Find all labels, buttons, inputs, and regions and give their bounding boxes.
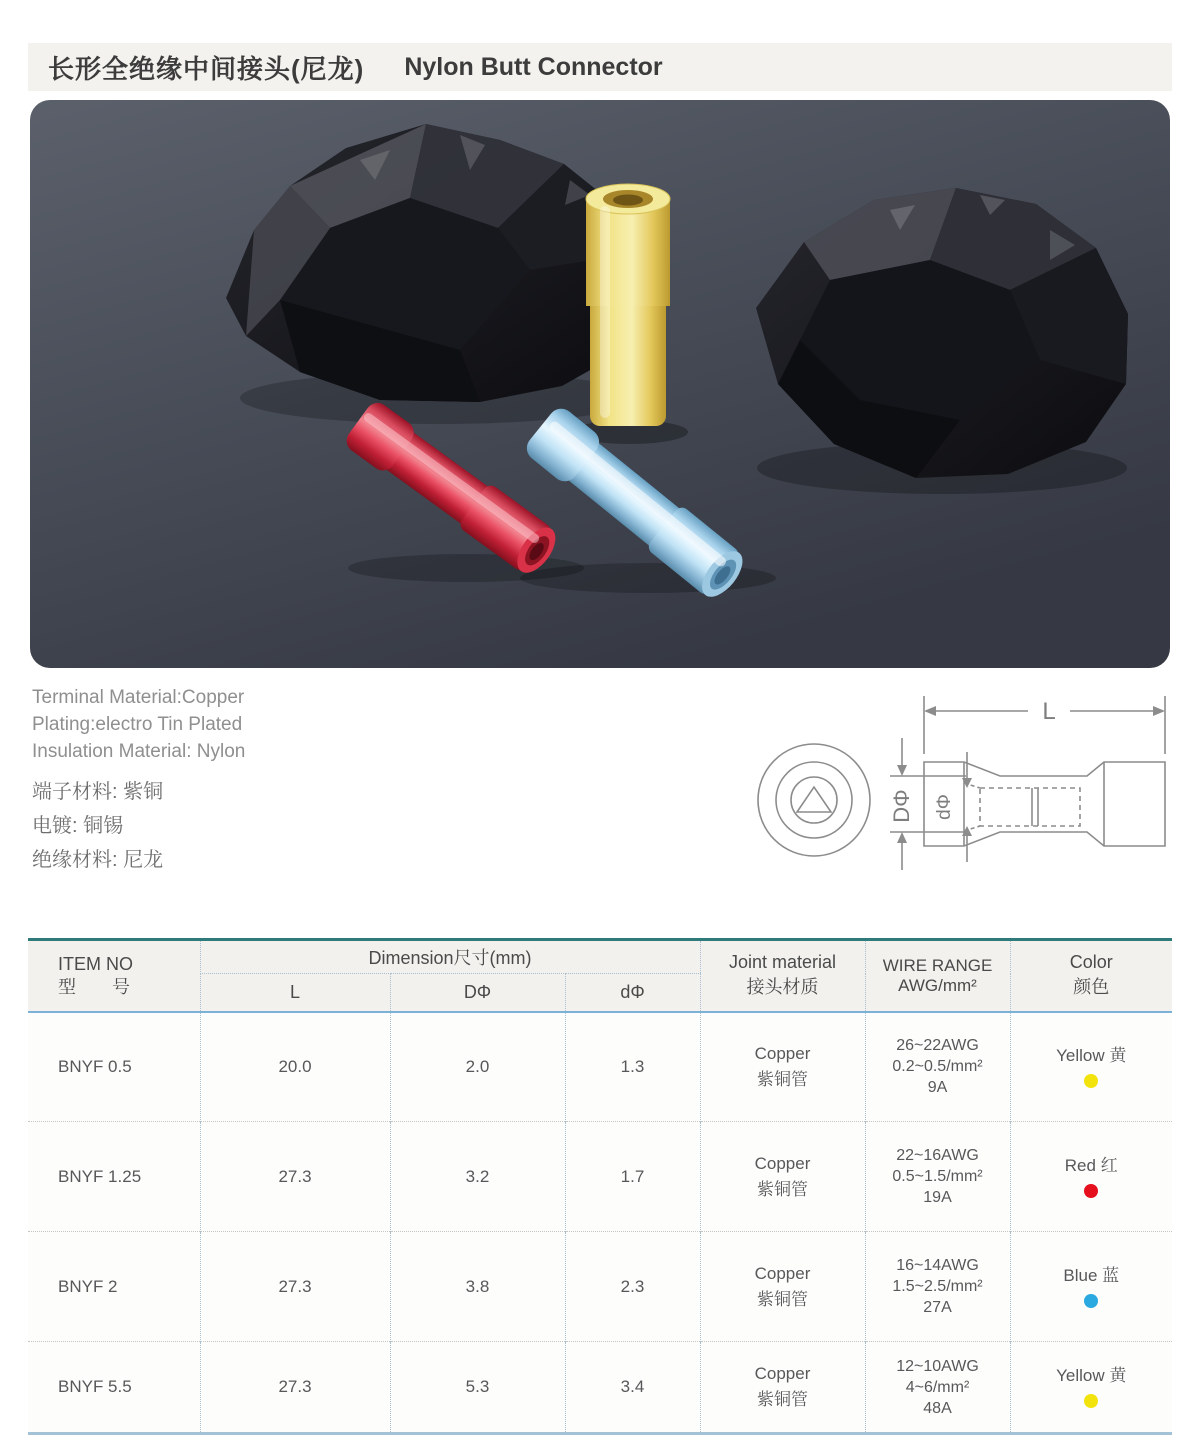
color-dot <box>1084 1294 1098 1308</box>
material-plating-en: Plating:electro Tin Plated <box>32 714 243 735</box>
wire-range-mm2: 1.5~2.5/mm² <box>892 1278 983 1295</box>
col-header-joint-en: Joint material <box>728 952 837 973</box>
table-row <box>28 1122 1172 1232</box>
table-row <box>28 1232 1172 1342</box>
joint-material-zh: 紫铜管 <box>757 1179 808 1199</box>
front-view <box>758 744 870 856</box>
spec-table <box>28 938 1172 1435</box>
color-label: Blue 蓝 <box>1063 1265 1120 1285</box>
page-title-zh: 长形全绝缘中间接头(尼龙) <box>48 53 365 84</box>
dim-big-d-cell: 3.2 <box>390 1122 565 1232</box>
dim-small-d-cell: 1.7 <box>565 1122 700 1232</box>
col-header-wire-range-en: WIRE RANGE <box>882 955 993 975</box>
product-photo-image <box>30 100 1170 668</box>
wire-range-cell <box>865 1342 1010 1434</box>
col-header-item-no-en: ITEM NO <box>58 953 133 974</box>
color-cell <box>1010 1232 1172 1342</box>
joint-material-en: Copper <box>754 1153 811 1173</box>
dim-l-cell: 27.3 <box>200 1122 390 1232</box>
wire-range-awg: 16~14AWG <box>896 1257 979 1274</box>
wire-range-current: 27A <box>923 1299 952 1316</box>
dim-big-d-cell: 3.8 <box>390 1232 565 1342</box>
joint-material-en: Copper <box>754 1263 811 1283</box>
col-header-joint-material <box>700 940 865 1012</box>
material-insulation-zh: 绝缘材料: 尼龙 <box>32 849 164 871</box>
joint-material-en: Copper <box>754 1043 811 1063</box>
dim-outer-label: DΦ <box>889 789 914 823</box>
dim-inner-label: dΦ <box>934 794 955 820</box>
side-view <box>890 696 1165 870</box>
col-header-l: L <box>200 974 390 1012</box>
dim-big-d-cell: 2.0 <box>390 1012 565 1122</box>
material-terminal-zh: 端子材料: 紫铜 <box>32 781 164 803</box>
joint-material-en: Copper <box>754 1364 811 1383</box>
material-terminal-en: Terminal Material:Copper <box>32 687 245 708</box>
wire-range-awg: 12~10AWG <box>896 1357 979 1375</box>
material-insulation-en: Insulation Material: Nylon <box>32 741 246 762</box>
item-no-cell: BNYF 1.25 <box>28 1122 200 1232</box>
wire-range-current: 9A <box>927 1079 948 1097</box>
joint-material-cell <box>700 1342 865 1434</box>
joint-material-zh: 紫铜管 <box>757 1069 808 1089</box>
wire-range-mm2: 0.2~0.5/mm² <box>892 1058 983 1076</box>
materials-block <box>32 684 245 877</box>
joint-material-zh: 紫铜管 <box>757 1289 808 1309</box>
dim-l-cell: 27.3 <box>200 1342 390 1434</box>
drawing-labels <box>889 698 1056 823</box>
color-label: Yellow 黄 <box>1056 1045 1127 1065</box>
spec-table-header <box>28 940 1172 1012</box>
col-header-color <box>1010 940 1172 1012</box>
color-cell <box>1010 1342 1172 1434</box>
wire-range-awg: 22~16AWG <box>896 1147 979 1164</box>
wire-range-awg: 26~22AWG <box>896 1037 979 1055</box>
color-label: Red 红 <box>1064 1155 1118 1175</box>
col-header-wire-range <box>865 940 1010 1012</box>
col-header-item-no-zh: 型 号 <box>58 976 130 997</box>
table-row <box>28 1342 1172 1434</box>
col-header-big-d: DΦ <box>390 974 565 1012</box>
col-header-color-zh: 颜色 <box>1073 977 1110 998</box>
color-dot <box>1084 1394 1098 1408</box>
wire-range-mm2: 4~6/mm² <box>905 1378 970 1396</box>
technical-drawing <box>752 688 1182 888</box>
col-header-joint-zh: 接头材质 <box>746 977 819 998</box>
col-header-wire-range-unit: AWG/mm² <box>898 975 977 995</box>
wire-range-cell <box>865 1012 1010 1122</box>
table-row <box>28 1012 1172 1122</box>
color-cell <box>1010 1012 1172 1122</box>
wire-range-mm2: 0.5~1.5/mm² <box>892 1168 983 1185</box>
dim-small-d-cell: 3.4 <box>565 1342 700 1434</box>
dim-l-cell: 20.0 <box>200 1012 390 1122</box>
material-plating-zh: 电镀: 铜锡 <box>32 815 124 837</box>
dim-small-d-cell: 2.3 <box>565 1232 700 1342</box>
color-dot <box>1084 1184 1098 1198</box>
wire-range-current: 19A <box>923 1189 952 1206</box>
dim-l-cell: 27.3 <box>200 1232 390 1342</box>
col-header-small-d: dΦ <box>565 974 700 1012</box>
wire-range-cell <box>865 1122 1010 1232</box>
color-dot <box>1084 1074 1098 1088</box>
item-no-cell: BNYF 5.5 <box>28 1342 200 1434</box>
technical-drawing-image <box>752 688 1182 883</box>
page-title-band <box>28 43 1172 91</box>
item-no-cell: BNYF 2 <box>28 1232 200 1342</box>
joint-material-cell <box>700 1122 865 1232</box>
color-cell <box>1010 1122 1172 1232</box>
wire-range-cell <box>865 1232 1010 1342</box>
col-header-dimension: Dimension尺寸(mm) <box>200 940 700 974</box>
materials-zh-group <box>32 775 245 877</box>
col-header-item-no <box>28 940 200 1012</box>
dim-small-d-cell: 1.3 <box>565 1012 700 1122</box>
dim-big-d-cell: 5.3 <box>390 1342 565 1434</box>
product-photo <box>30 100 1170 668</box>
page-title-en: Nylon Butt Connector <box>404 52 663 81</box>
wire-range-current: 48A <box>923 1399 952 1417</box>
dim-length-label: L <box>1042 698 1056 725</box>
joint-material-cell <box>700 1012 865 1122</box>
item-no-cell: BNYF 0.5 <box>28 1012 200 1122</box>
joint-material-zh: 紫铜管 <box>757 1390 808 1409</box>
color-label: Yellow 黄 <box>1056 1366 1127 1385</box>
joint-material-cell <box>700 1232 865 1342</box>
col-header-color-en: Color <box>1069 952 1113 973</box>
